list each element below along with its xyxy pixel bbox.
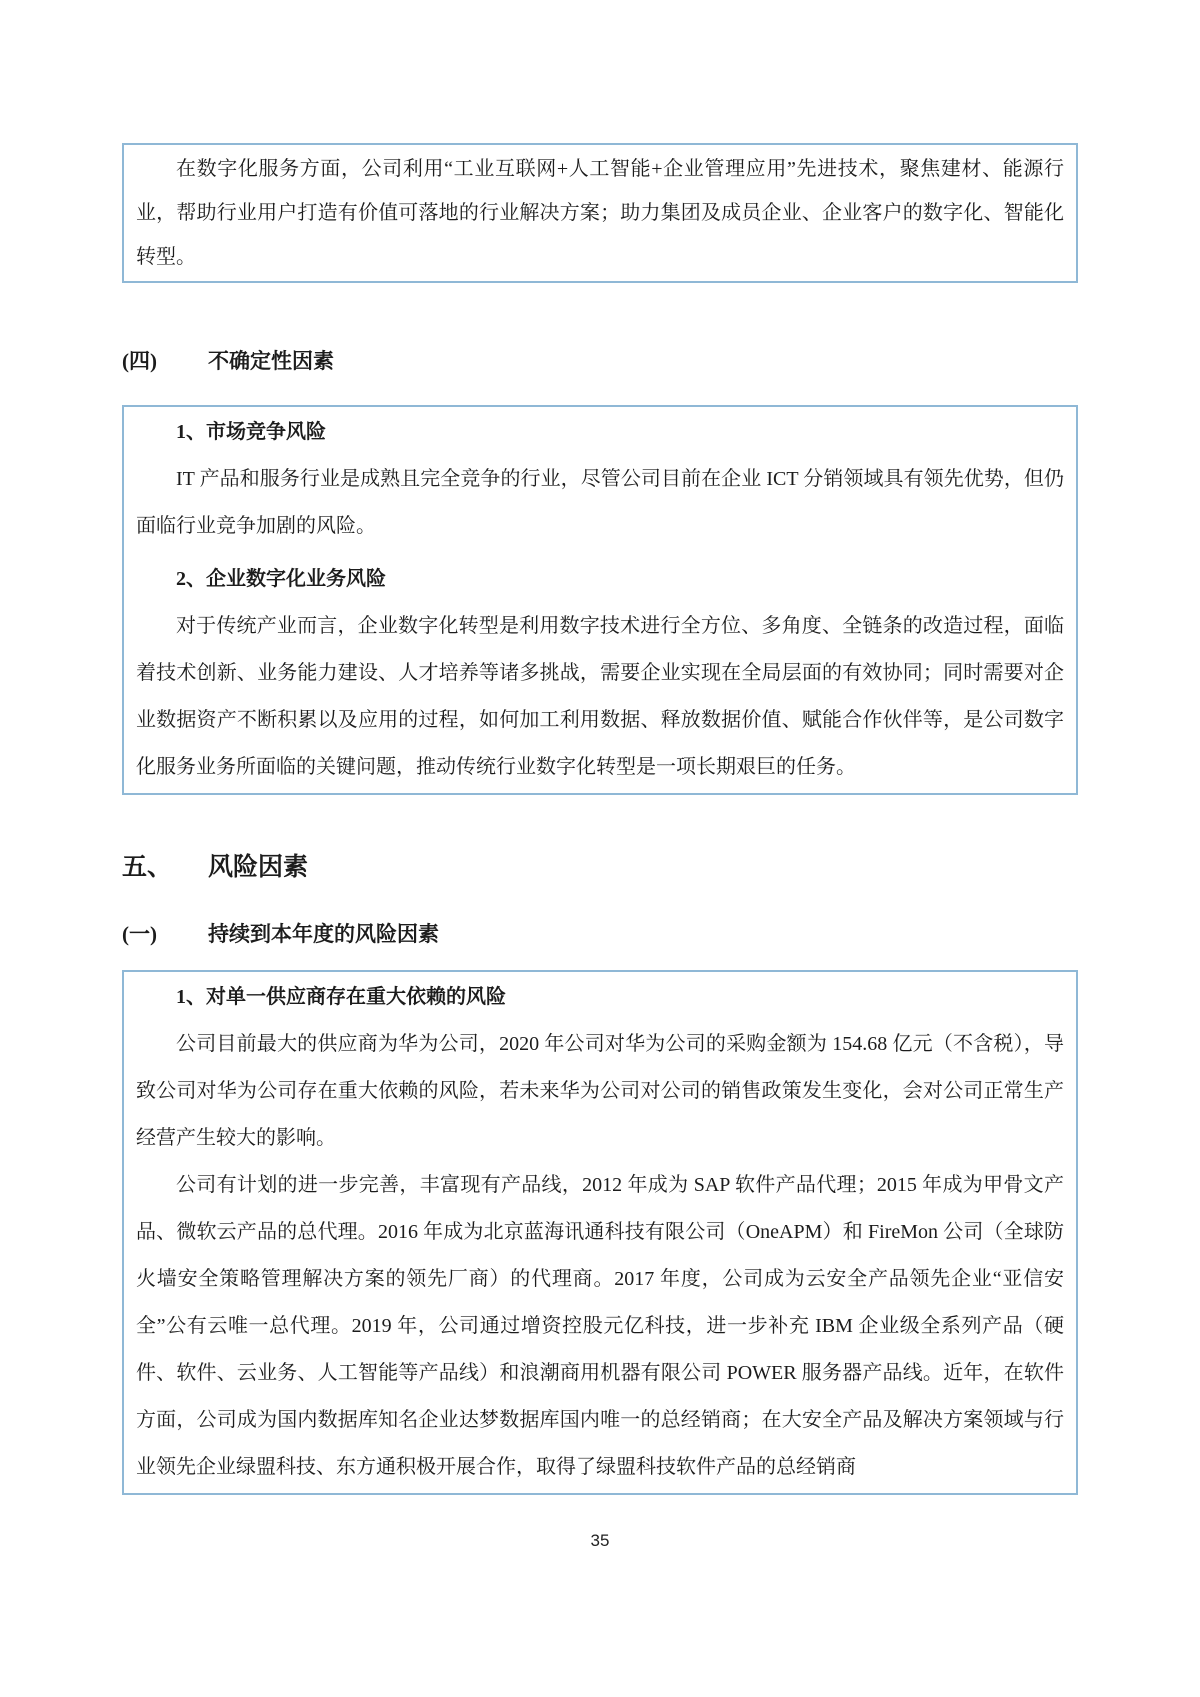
supplier-dependency-risk-title: 1、对单一供应商存在重大依赖的风险 xyxy=(176,986,506,1008)
digital-services-paragraph: 在数字化服务方面，公司利用“工业互联网+人工智能+企业管理应用”先进技术，聚焦建材、能源行业，帮助行业用户打造有价值可落地的行业解决方案；助力集团及成员企业、企业客户的数字化、智能化转型。 xyxy=(136,158,1064,268)
section-five-title: 风险因素 xyxy=(208,854,309,881)
market-competition-risk-title: 1、市场竞争风险 xyxy=(176,421,326,443)
section-five-heading xyxy=(122,850,1078,886)
page-number: 35 xyxy=(590,1531,610,1550)
uncertainty-factors-box xyxy=(122,405,1078,795)
enterprise-digitalization-risk-title: 2、企业数字化业务风险 xyxy=(176,568,386,590)
section-five-number: 五、 xyxy=(122,854,173,881)
supplier-dependency-risk-paragraph-1: 公司目前最大的供应商为华为公司，2020 年公司对华为公司的采购金额为 154.68 亿元（不含税），导致公司对华为公司存在重大依赖的风险，若未来华为公司对公司的销售政策发生变化，会对公司正常生产经营产生较大的影响。 xyxy=(136,1033,1064,1149)
section-five-one-number: (一) xyxy=(122,922,157,946)
section-five-one-title: 持续到本年度的风险因素 xyxy=(208,922,439,946)
section-four-title: 不确定性因素 xyxy=(208,349,334,373)
digital-services-box xyxy=(122,143,1078,283)
section-four-number: (四) xyxy=(122,349,157,373)
supplier-dependency-risk-box xyxy=(122,970,1078,1495)
section-five-one-heading xyxy=(122,918,1078,950)
market-competition-risk-paragraph: IT 产品和服务行业是成熟且完全竞争的行业，尽管公司目前在企业 ICT 分销领域具有领先优势，但仍面临行业竞争加剧的风险。 xyxy=(136,468,1064,537)
enterprise-digitalization-risk-paragraph: 对于传统产业而言，企业数字化转型是利用数字技术进行全方位、多角度、全链条的改造过程，面临着技术创新、业务能力建设、人才培养等诸多挑战，需要企业实现在全局层面的有效协同；同时需要对企业数据资产不断积累以及应用的过程，如何加工利用数据、释放数据价值、赋能合作伙伴等，是公司数字化服务业务所面临的关键问题，推动传统行业数字化转型是一项长期艰巨的任务。 xyxy=(136,615,1064,778)
section-four-heading xyxy=(122,345,1078,377)
supplier-dependency-risk-paragraph-2: 公司有计划的进一步完善，丰富现有产品线，2012 年成为 SAP 软件产品代理；2015 年成为甲骨文产品、微软云产品的总代理。2016 年成为北京蓝海讯通科技有限公司（OneAPM）和 FireMon 公司（全球防火墙安全策略管理解决方案的领先厂商）的代理商。2017 年度，公司成为云安全产品领先企业“亚信安全”公有云唯一总代理。2019 年，公司通过增资控股元亿科技，进一步补充 IBM 企业级全系列产品（硬件、软件、云业务、人工智能等产品线）和浪潮商用机器有限公司 POWER 服务器产品线。近年，在软件方面，公司成为国内数据库知名企业达梦数据库国内唯一的总经销商；在大安全产品及解决方案领域与行业领先企业绿盟科技、东方通积极开展合作，取得了绿盟科技软件产品的总经销商 xyxy=(136,1174,1064,1478)
